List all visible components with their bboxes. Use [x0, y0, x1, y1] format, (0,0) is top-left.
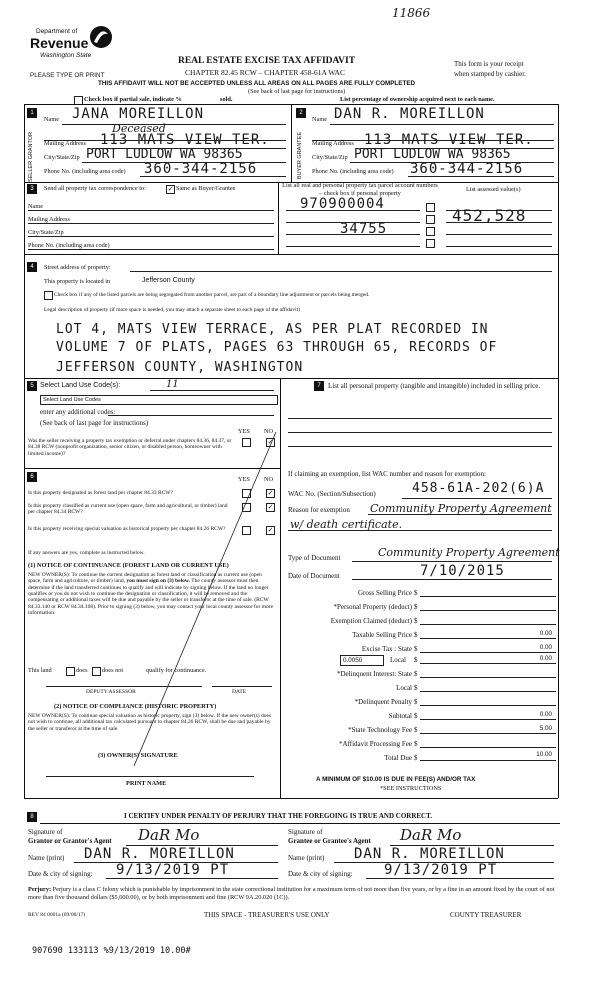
sec5-no-header: NO	[264, 428, 274, 435]
minimum-note: A MINIMUM OF $10.00 IS DUE IN FEE(S) AND/OR TAX	[316, 776, 476, 783]
stamp-number: 11866	[392, 6, 431, 20]
reason-line-1[interactable]: Community Property Agreement	[370, 502, 552, 515]
wac-value[interactable]: 458-61A-202(6)A	[412, 481, 545, 496]
forest-question: Is this property designated as forest land per chapter 84.33 RCW?	[28, 490, 173, 496]
seller-city-label: City/State/Zip	[44, 154, 80, 161]
affidavit-fee-label: *Affidavit Processing Fee	[339, 740, 412, 748]
buyer-city[interactable]: PORT LUDLOW WA 98365	[354, 147, 511, 162]
subtotal-value[interactable]: 0.00	[539, 711, 552, 718]
section-6-number: 6	[27, 472, 37, 482]
grantor-date-label: Date & city of signing:	[28, 870, 93, 878]
doc-type-label: Type of Document	[288, 554, 341, 562]
dor-swoosh-icon	[88, 24, 114, 50]
tech-fee-label: *State Technology Fee	[348, 726, 412, 734]
corr-mailing-label: Mailing Address	[28, 216, 70, 223]
seller-mailing-label: Mailing Address	[44, 140, 86, 147]
grantee-name-print-label: Name (print)	[288, 854, 325, 862]
grantee-signature[interactable]: DaR Mo	[400, 826, 462, 844]
tech-fee-value[interactable]: 5.00	[539, 725, 552, 732]
penalty-currency: $	[414, 698, 418, 706]
exemption-question: Was the seller receiving a property tax exemption or deferral under chapters 84.36, 84.37, or 84.38 RCW (nonprofit organization, senior citizen, or disabled person, homeowner with limited income)?	[28, 438, 232, 457]
parcel-1-value[interactable]: 970900004	[300, 196, 385, 212]
exemption-claim-label: If claiming an exemption, list WAC number and reason for exemption:	[288, 470, 486, 478]
compliance-title: (2) NOTICE OF COMPLIANCE (HISTORIC PROPERTY)	[54, 703, 217, 710]
partial-sale-label: Check box if partial sale, indicate %	[84, 96, 182, 103]
reason-line-2[interactable]: w/ death certificate.	[290, 518, 403, 531]
same-as-buyer-checkbox[interactable]: ✓	[167, 185, 174, 193]
buyer-mailing[interactable]: 113 MATS VIEW TER.	[364, 132, 534, 148]
sec6-no-header: NO	[264, 476, 274, 483]
land-use-label: Select Land Use Code(s):	[40, 382, 121, 389]
section-8-number: 8	[27, 812, 37, 822]
qualify-label: qualify for continuance.	[146, 667, 207, 674]
subtotal-label: Subtotal	[388, 712, 412, 720]
seller-name[interactable]: JANA MOREILLON	[72, 106, 205, 122]
buyer-side-label: BUYER GRANTEE	[297, 132, 303, 180]
logo-line1: Department of	[36, 28, 78, 35]
buyer-name-label: Name	[312, 116, 328, 123]
parcel-2-personal-checkbox[interactable]	[426, 215, 435, 224]
compliance-body: NEW OWNER(S): To continue special valuation as historic property, sign (3) below. If the new owner(s) does not wish to continue, all additional tax calculated pursuant to chapter 84.26 RCW, shall be due and payable by the seller or transferor at the time of sale.	[28, 713, 272, 732]
wac-label: WAC No. (Section/Subsection)	[288, 490, 376, 498]
perjury-text: Perjury is a class C felony which is punishable by imprisonment in the state correctional institution for a maximum term of not more than five years, or by a fine in an amount fixed by the court of not more than five thousand dollars ($5,000.00), or by both imprisonment and fine (RCW 9A.20.020 (1C)).	[28, 886, 555, 901]
personal-currency: $	[414, 603, 418, 611]
gross-label: Gross Selling Price	[357, 589, 412, 597]
print-name-label: PRINT NAME	[126, 780, 167, 787]
taxable-label: Taxable Selling Price	[352, 631, 412, 639]
deputy-assessor-label: DEPUTY ASSESSOR	[86, 689, 136, 695]
legal-line-1[interactable]: LOT 4, MATS VIEW TERRACE, AS PER PLAT RECORDED IN	[56, 322, 489, 337]
grantor-name-print[interactable]: DAN R. MOREILLON	[84, 846, 235, 862]
receipt-line: 907690 133113 %9/13/2019 10.00#	[32, 946, 191, 956]
seller-name-label: Name	[44, 116, 60, 123]
exemption-no-checkbox[interactable]: ✓	[267, 438, 274, 446]
legal-description-label: Legal description of property (if more space is needed, you may attach a separate sheet to each page of the affidavit)	[44, 307, 300, 313]
grantor-date-city[interactable]: 9/13/2019 PT	[116, 862, 230, 878]
see-back-label: (See back of last page for instructions)	[40, 419, 149, 427]
send-correspondence-label: Send all property tax correspondence to:	[44, 185, 146, 192]
grantor-sig-label-2: Grantor or Grantor's Agent	[28, 837, 112, 845]
does-not-label: does not	[102, 667, 124, 674]
exemption-currency: $	[414, 617, 418, 625]
continuance-body-2: The county assessor must then determine if the land transferred continues to qualify and will indicate by signing below. If the land no longer qualifies or you do not wish to continue the designation or classification, it will be removed and the compensating or additional taxes will be due and payable by the seller or transferor at the time of sale. (RCW 84.33.140 or RCW 84.34.108). Prior to signing (3) below, you may contact your local county assessor for more information.	[28, 578, 274, 616]
section-4-number: 4	[27, 262, 37, 272]
certify-statement: I CERTIFY UNDER PENALTY OF PERJURY THAT THE FOREGOING IS TRUE AND CORRECT.	[124, 812, 433, 820]
corr-phone-label: Phone No. (including area code)	[28, 242, 110, 249]
segregated-label: Check box if any of the listed parcels are being segregated from another parcel, are part of a boundary line adjustment or parcels being merged.	[54, 292, 370, 298]
segregated-checkbox[interactable]	[44, 291, 53, 300]
form-title: REAL ESTATE EXCISE TAX AFFIDAVIT	[178, 56, 356, 66]
historic-question: Is this property receiving special valuation as historical property per chapter 84.26 RCW?	[28, 526, 226, 532]
receipt-note-1: This form is your receipt	[454, 60, 524, 68]
assessed-header: List assessed value(s)	[466, 186, 521, 193]
excise-state-currency: $	[414, 645, 418, 653]
legal-line-3[interactable]: JEFFERSON COUNTY, WASHINGTON	[56, 360, 304, 375]
parcel-4-personal-checkbox[interactable]	[426, 239, 435, 248]
does-label: does	[76, 667, 88, 674]
grantor-sig-label-1: Signature of	[28, 828, 63, 836]
corr-name-label: Name	[28, 203, 44, 210]
does-qualify-checkbox[interactable]	[66, 667, 75, 676]
if-yes-note: If any answers are yes, complete as instructed below.	[28, 550, 145, 556]
form-warning: THIS AFFIDAVIT WILL NOT BE ACCEPTED UNLESS ALL AREAS ON ALL PAGES ARE FULLY COMPLETED	[98, 80, 416, 87]
local-label: Local	[390, 656, 406, 664]
sec6-yes-header: YES	[238, 476, 250, 483]
affidavit-fee-currency: $	[414, 740, 418, 748]
grantee-date-city[interactable]: 9/13/2019 PT	[384, 862, 498, 878]
corr-city-label: City/State/Zip	[28, 229, 64, 236]
ownership-pct-label: List percentage of ownership acquired next to each name.	[340, 96, 495, 103]
parcel-3-personal-checkbox[interactable]	[426, 227, 435, 236]
logo-line3: Washington State	[40, 52, 92, 59]
total-due-currency: $	[414, 754, 418, 762]
receipt-note-2: when stamped by cashier.	[454, 70, 526, 78]
owner-signature-label: (3) OWNER(S) SIGNATURE	[98, 752, 178, 759]
reason-label: Reason for exemption	[288, 506, 350, 514]
buyer-name[interactable]: DAN R. MOREILLON	[334, 106, 485, 122]
penalty-label: *Delinquent Penalty	[354, 698, 412, 706]
local-rate-box[interactable]: 0.0050	[340, 655, 384, 666]
county-value[interactable]: Jefferson County	[142, 277, 195, 284]
assessor-date-label: DATE	[232, 689, 247, 695]
logo-line2: Revenue	[30, 35, 89, 51]
grantor-signature[interactable]: DaR Mo	[138, 826, 200, 844]
additional-codes-label: enter any additional codes:	[40, 408, 116, 416]
see-instructions: *SEE INSTRUCTIONS	[380, 785, 442, 792]
instructions-note: (See back of last page for instructions)	[248, 88, 346, 95]
delinq-local-label: Local	[396, 684, 412, 692]
forest-no-checkbox[interactable]: ✓	[267, 489, 274, 497]
grantee-date-label: Date & city of signing:	[288, 870, 353, 878]
excise-state-label: Excise Tax : State	[361, 645, 412, 653]
continuance-body-1: NEW OWNER(S): To continue the current designation as forest land or classification as current use (open space, farm and agriculture, or timber) land,	[28, 572, 262, 585]
does-not-qualify-checkbox[interactable]	[92, 667, 101, 676]
buyer-city-label: City/State/Zip	[312, 154, 348, 161]
buyer-phone-label: Phone No. (including area code)	[312, 168, 394, 175]
local-currency: $	[414, 656, 418, 664]
grantee-name-print[interactable]: DAN R. MOREILLON	[354, 846, 505, 862]
total-due-value[interactable]: 10.00	[536, 751, 552, 758]
assessed-value-1[interactable]: 452,528	[452, 206, 527, 225]
county-treasurer-label: COUNTY TREASURER	[450, 911, 522, 919]
seller-deceased: Deceased	[112, 122, 166, 135]
form-subtitle: CHAPTER 82.45 RCW – CHAPTER 458-61A WAC	[185, 68, 345, 77]
seller-mailing[interactable]: 113 MATS VIEW TER.	[100, 132, 270, 148]
excise-state-value[interactable]: 0.00	[539, 644, 552, 651]
grantee-sig-label-1: Signature of	[288, 828, 323, 836]
located-label: This property is located in	[44, 278, 111, 285]
seller-side-label: SELLER GRANTOR	[28, 132, 34, 183]
rev-code: REV 84 0001a (09/06/17)	[28, 912, 86, 918]
personal-deduct-label: *Personal Property (deduct)	[333, 603, 412, 611]
exemption-deduct-label: Exemption Claimed (deduct)	[330, 617, 412, 625]
perjury-notice	[28, 886, 558, 901]
doc-type-value[interactable]: Community Property Agreement	[378, 546, 560, 559]
continuance-title: (1) NOTICE OF CONTINUANCE (FOREST LAND OR CURRENT USE)	[28, 562, 229, 569]
sold-label: sold.	[220, 96, 233, 103]
print-note: PLEASE TYPE OR PRINT	[30, 72, 105, 79]
continuance-bold: you must sign on (3) below.	[126, 578, 190, 585]
doc-date-label: Date of Document	[288, 572, 340, 580]
treasurer-space-label: THIS SPACE - TREASURER'S USE ONLY	[204, 911, 330, 919]
grantee-sig-label-2: Grantee or Grantee's Agent	[288, 837, 371, 845]
delinq-state-currency: $	[414, 670, 418, 678]
parcel-header: List all real and personal property tax parcel account numbers – check box if personal property	[282, 182, 438, 197]
historic-no-checkbox[interactable]: ✓	[267, 526, 274, 534]
gross-currency: $	[414, 589, 418, 597]
section-5-number: 5	[27, 381, 37, 391]
section-3-number: 3	[27, 184, 37, 194]
section-7-number: 7	[314, 381, 324, 391]
dor-logo	[30, 22, 120, 66]
section-1-number: 1	[27, 108, 37, 118]
doc-date-value[interactable]: 7/10/2015	[420, 563, 505, 579]
seller-phone[interactable]: 360-344-2156	[144, 161, 258, 177]
same-as-buyer-label: Same as Buyer/Grantee	[176, 185, 236, 192]
total-due-label: Total Due	[384, 754, 412, 762]
section-2-number: 2	[296, 108, 306, 118]
sec5-yes-header: YES	[238, 428, 250, 435]
street-address-label: Street address of property:	[44, 264, 111, 271]
local-value[interactable]: 0.00	[539, 655, 552, 662]
buyer-phone[interactable]: 360-344-2156	[410, 161, 524, 177]
current-use-question: Is this property classified as current use (open space, farm and agricultural, or timber) land per chapter 84.34 RCW?	[28, 503, 228, 516]
delinq-state-label: *Delinquent Interest: State	[336, 670, 412, 678]
subtotal-currency: $	[414, 712, 418, 720]
personal-property-label: List all personal property (tangible and intangible) included in selling price.	[328, 382, 541, 390]
taxable-currency: $	[414, 631, 418, 639]
land-use-select[interactable]: Select Land Use Codes	[40, 395, 278, 405]
parcel-2-value[interactable]: 34755	[340, 221, 388, 237]
grantor-name-print-label: Name (print)	[28, 854, 65, 862]
land-use-value[interactable]: 11	[166, 379, 179, 390]
perjury-bold: Perjury:	[28, 886, 52, 893]
current-use-no-checkbox[interactable]: ✓	[267, 503, 274, 511]
parcel-1-personal-checkbox[interactable]	[426, 203, 435, 212]
strike-through-line	[130, 430, 280, 770]
taxable-value[interactable]: 0.00	[539, 630, 552, 637]
seller-city[interactable]: PORT LUDLOW WA 98365	[86, 147, 243, 162]
buyer-mailing-label: Mailing Address	[312, 140, 354, 147]
seller-phone-label: Phone No. (including area code)	[44, 168, 126, 175]
tech-fee-currency: $	[414, 726, 418, 734]
this-land-label: This land	[28, 667, 52, 674]
delinq-local-currency: $	[414, 684, 418, 692]
legal-line-2[interactable]: VOLUME 7 OF PLATS, PAGES 63 THROUGH 65, RECORDS OF	[56, 340, 498, 355]
